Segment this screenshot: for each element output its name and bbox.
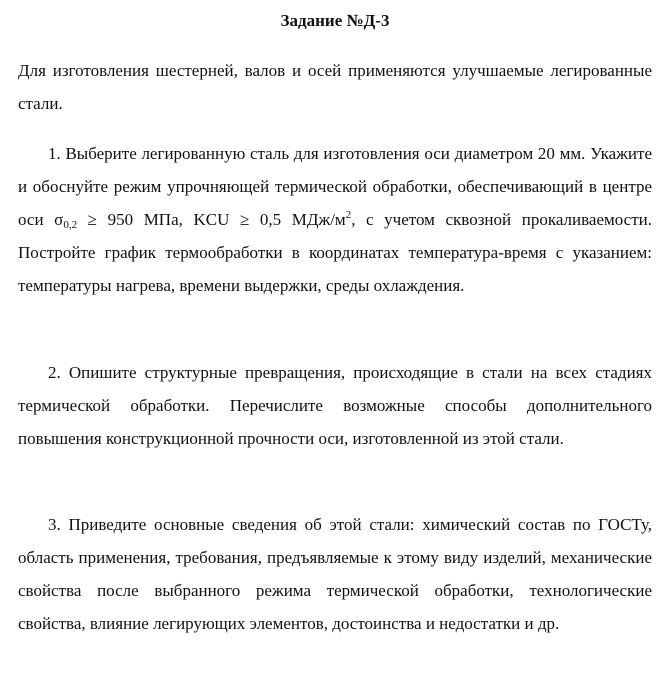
sigma-subscript: 0,2 (63, 219, 78, 231)
task-1-text-c: , с учетом сквозной прокаливаемости. Постройте график термообработки в координатах температура-время с указанием: температуры нагрева, времени выдержки, среды охлаждения. (18, 210, 652, 295)
intro-paragraph: Для изготовления шестерней, валов и осей применяются улучшаемые легированные стали. (18, 61, 652, 113)
unit-superscript: 2 (345, 209, 352, 221)
task-2-paragraph: 2. Опишите структурные превращения, происходящие в стали на всех стадиях термической обработки. Перечислите возможные способы дополнительного повышения конструкционной прочности оси, изготовленной из этой стали. (18, 363, 652, 448)
task-1-text-a: 1. Выберите легированную сталь для изготовления оси диаметром 20 мм. Укажите и обоснуйте режим упрочняющей термической обработки, обеспечивающий в центре оси σ (18, 144, 652, 229)
assignment-title: Задание №Д-3 (280, 11, 390, 30)
task-3-paragraph: 3. Приведите основные сведения об этой стали: химический состав по ГОСТу, область применения, требования, предъявляемые к этому виду изделий, механические свойства после выбранного режима термической обработки, технологические свойства, влияние легирующих элементов, достоинства и недостатки и др. (18, 515, 652, 633)
task-1-text-b: ≥ 950 МПа, KCU ≥ 0,5 МДж/м (77, 210, 346, 229)
task-1-paragraph (18, 137, 652, 302)
